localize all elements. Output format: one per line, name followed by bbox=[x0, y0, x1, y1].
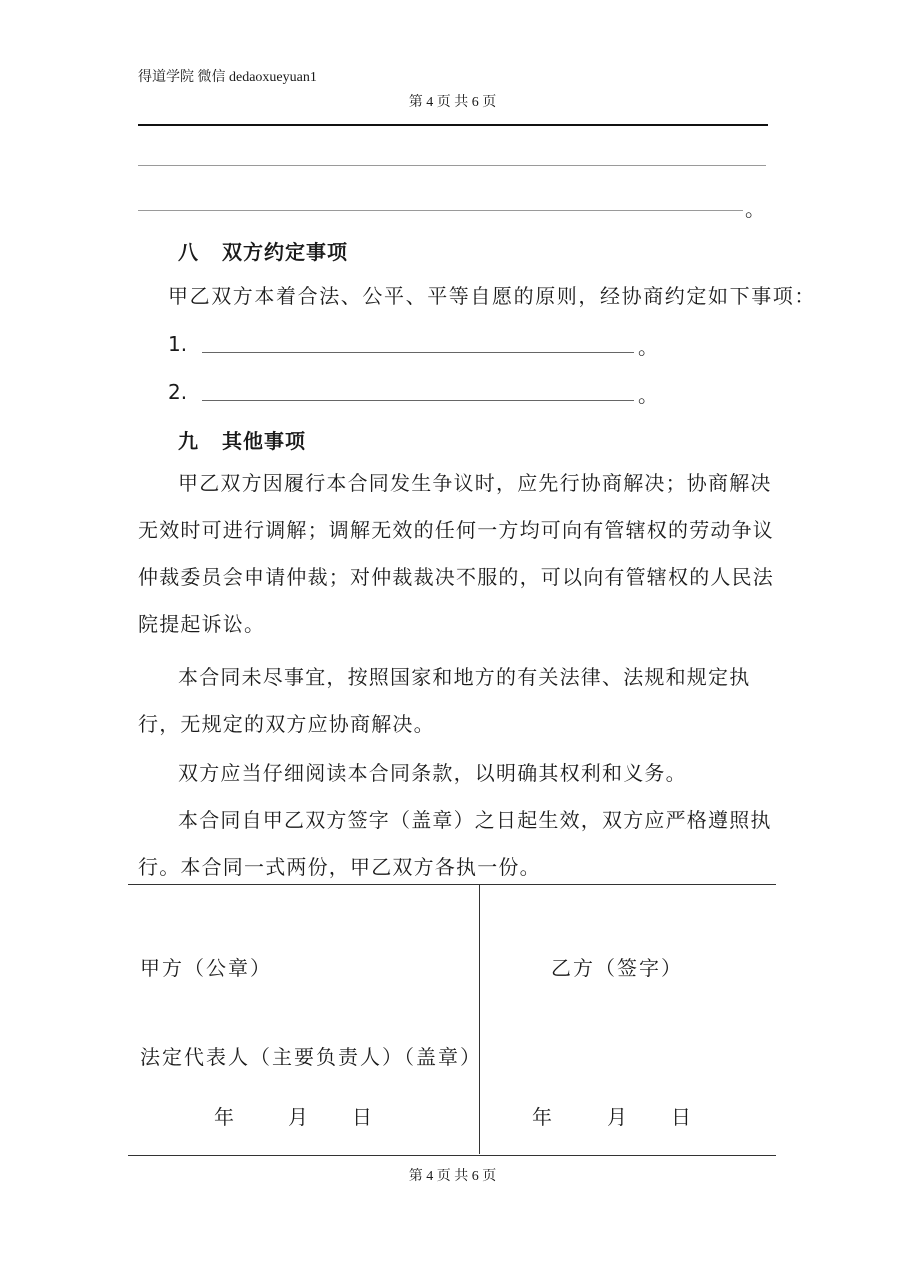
party-b-date-month: 月 bbox=[607, 1105, 627, 1129]
footer-page-indicator: 第 4 页 共 6 页 bbox=[408, 1169, 497, 1184]
read-terms-paragraph: 双方应当仔细阅读本合同条款，以明确其权利和义务。 bbox=[178, 761, 687, 785]
unresolved-matters-paragraph: 本合同未尽事宜，按照国家和地方的有关法律、法规和规定执行，无规定的双方应协商解决。 bbox=[138, 665, 751, 736]
section-8-heading bbox=[178, 236, 348, 265]
signature-divider bbox=[479, 884, 480, 1154]
section-9-title: 其他事项 bbox=[222, 429, 306, 453]
section-9-heading bbox=[178, 425, 306, 454]
party-b-date-day: 日 bbox=[671, 1105, 691, 1129]
agreement-item-period: 。 bbox=[638, 383, 658, 407]
effective-paragraph: 本合同自甲乙双方签字（盖章）之日起生效，双方应严格遵照执行。本合同一式两份，甲乙双方各执一份。 bbox=[138, 808, 772, 879]
fill-in-line bbox=[138, 165, 766, 166]
party-a-seal-label: 甲方（公章） bbox=[140, 956, 272, 980]
agreement-item-period: 。 bbox=[638, 335, 658, 359]
header-page-indicator: 第 4 页 共 6 页 bbox=[408, 95, 497, 110]
section-8-number: 八 bbox=[178, 240, 199, 264]
header-rule bbox=[138, 124, 768, 126]
section-8-title: 双方约定事项 bbox=[222, 240, 348, 264]
legal-representative-label: 法定代表人（主要负责人）（盖章） bbox=[140, 1045, 482, 1069]
section-9-number: 九 bbox=[178, 429, 199, 453]
party-a-date-year: 年 bbox=[214, 1105, 234, 1129]
fill-in-period: 。 bbox=[745, 197, 765, 221]
fill-in-line bbox=[138, 210, 743, 211]
agreement-item-label: 2. bbox=[168, 380, 188, 404]
agreement-item-blank bbox=[202, 400, 634, 401]
party-b-signature-label: 乙方（签字） bbox=[551, 956, 683, 980]
party-a-date-day: 日 bbox=[352, 1105, 372, 1129]
party-b-date-year: 年 bbox=[532, 1105, 552, 1129]
agreement-item-label: 1. bbox=[168, 332, 188, 356]
agreement-item-blank bbox=[202, 352, 634, 353]
party-a-date-month: 月 bbox=[288, 1105, 308, 1129]
dispute-paragraph: 甲乙双方因履行本合同发生争议时，应先行协商解决；协商解决无效时可进行调解；调解无效的任何一方均可向有管辖权的劳动争议仲裁委员会申请仲裁；对仲裁裁决不服的，可以向有管辖权的人民法院提起诉讼。 bbox=[138, 471, 774, 636]
header-watermark: 得道学院 微信 dedaoxueyuan1 bbox=[138, 70, 317, 85]
section-8-intro: 甲乙双方本着合法、公平、平等自愿的原则，经协商约定如下事项： bbox=[168, 284, 816, 308]
